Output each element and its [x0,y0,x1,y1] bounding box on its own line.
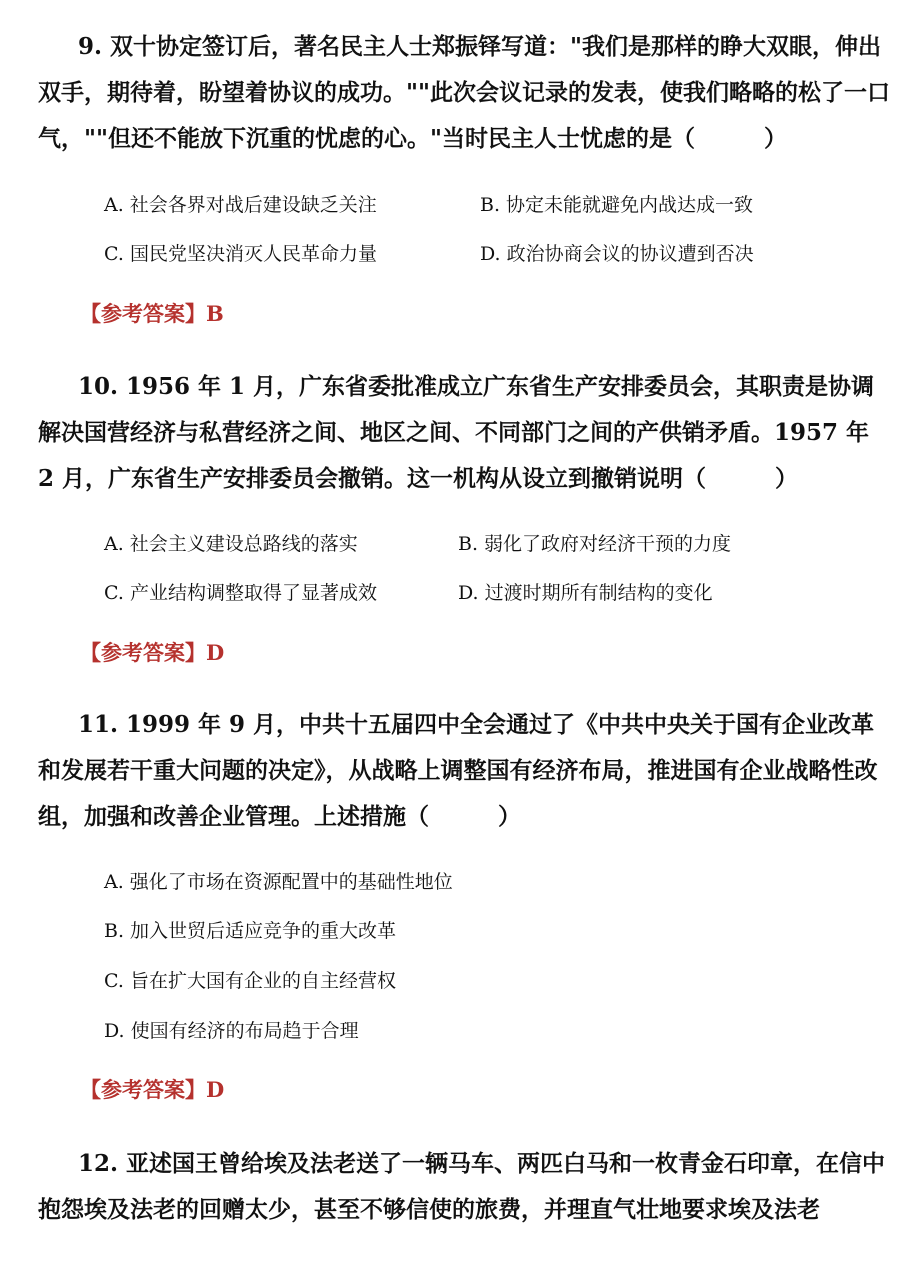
question-12-stem: 12. 亚述国王曾给埃及法老送了一辆马车、两匹白马和一枚青金石印章，在信中抱怨埃及法老的回赠太少，甚至不够信使的旅费，并理直气壮地要求埃及法老 [38,1150,886,1223]
question-9-stem: 9. 双十协定签订后，著名民主人士郑振铎写道："我们是那样的睁大双眼，伸出双手，期待着，盼望着协议的成功。""此次会议记录的发表，使我们略略的松了一口气，""但还不能放下沉重的忧虑的心。"当时民主人士忧虑的是（ ） [38,33,890,152]
question-11-option-a: A. 强化了市场在资源配置中的基础性地位 [104,871,453,893]
question-10-answer: 【参考答案】D [80,640,225,665]
question-10-option-b: B. 弱化了政府对经济干预的力度 [458,533,732,555]
question-11-answer: 【参考答案】D [80,1077,225,1102]
question-11-option-c: C. 旨在扩大国有企业的自主经营权 [104,970,396,992]
question-11-option-b: B. 加入世贸后适应竞争的重大改革 [104,920,397,942]
question-11-stem: 11. 1999 年 9 月，中共十五届四中全会通过了《中共中央关于国有企业改革和发展若干重大问题的决定》，从战略上调整国有经济布局，推进国有企业战略性改组，加强和改善企业管理。上述措施（ ） [38,711,878,830]
question-10-stem: 10. 1956 年 1 月，广东省委批准成立广东省生产安排委员会，其职责是协调解决国营经济与私营经济之间、地区之间、不同部门之间的产供销矛盾。1957 年 2 月，广东省生产安排委员会撤销。这一机构从设立到撤销说明（ ） [38,373,875,492]
question-9-option-c: C. 国民党坚决消灭人民革命力量 [104,243,377,265]
question-11-option-d: D. 使国有经济的布局趋于合理 [104,1020,359,1042]
question-9-option-b: B. 协定未能就避免内战达成一致 [480,194,754,216]
question-9-option-d: D. 政治协商会议的协议遭到否决 [480,243,754,265]
question-10-option-a: A. 社会主义建设总路线的落实 [104,533,358,555]
question-10-option-d: D. 过渡时期所有制结构的变化 [458,582,713,604]
question-9-answer: 【参考答案】B [80,301,224,326]
question-10-option-c: C. 产业结构调整取得了显著成效 [104,582,377,604]
question-9-option-a: A. 社会各界对战后建设缺乏关注 [104,194,377,216]
